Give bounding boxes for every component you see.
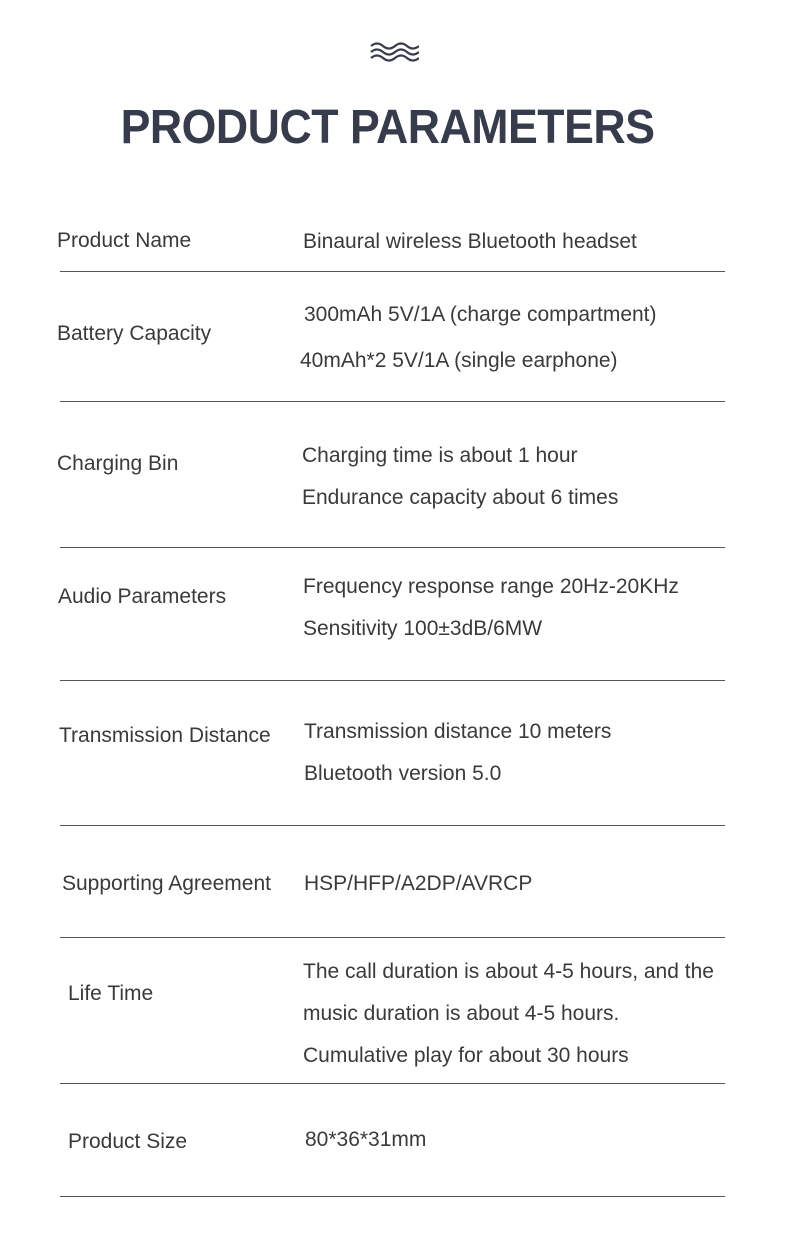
param-label: Life Time (68, 982, 154, 1005)
divider (60, 547, 725, 548)
param-label: Product Size (68, 1130, 188, 1153)
param-label: Charging Bin (57, 452, 179, 475)
param-value: 40mAh*2 5V/1A (single earphone) (300, 349, 618, 372)
param-value: music duration is about 4-5 hours. (303, 1002, 620, 1025)
param-value: Binaural wireless Bluetooth headset (303, 230, 637, 253)
param-value: Endurance capacity about 6 times (302, 486, 619, 509)
param-label: Supporting Agreement (62, 872, 271, 895)
param-value: 300mAh 5V/1A (charge compartment) (304, 303, 657, 326)
param-label: Battery Capacity (57, 322, 212, 345)
param-label: Product Name (57, 229, 192, 252)
divider (60, 401, 725, 402)
divider (60, 680, 725, 681)
param-value: Frequency response range 20Hz-20KHz (303, 575, 679, 598)
param-value: Bluetooth version 5.0 (304, 762, 502, 785)
param-value: 80*36*31mm (305, 1128, 427, 1151)
param-value: Cumulative play for about 30 hours (303, 1044, 629, 1067)
param-value: Charging time is about 1 hour (302, 444, 578, 467)
divider (60, 271, 725, 272)
divider (60, 1196, 725, 1197)
wave-icon (369, 40, 419, 64)
divider (60, 825, 725, 826)
param-value: Transmission distance 10 meters (304, 720, 612, 743)
param-label: Audio Parameters (58, 585, 227, 608)
page-title: PRODUCT PARAMETERS (120, 101, 655, 154)
divider (60, 1083, 725, 1084)
param-value: Sensitivity 100±3dB/6MW (303, 617, 543, 640)
param-value: The call duration is about 4-5 hours, and the (303, 960, 714, 983)
divider (60, 937, 725, 938)
param-label: Transmission Distance (59, 724, 271, 747)
param-value: HSP/HFP/A2DP/AVRCP (304, 872, 533, 895)
